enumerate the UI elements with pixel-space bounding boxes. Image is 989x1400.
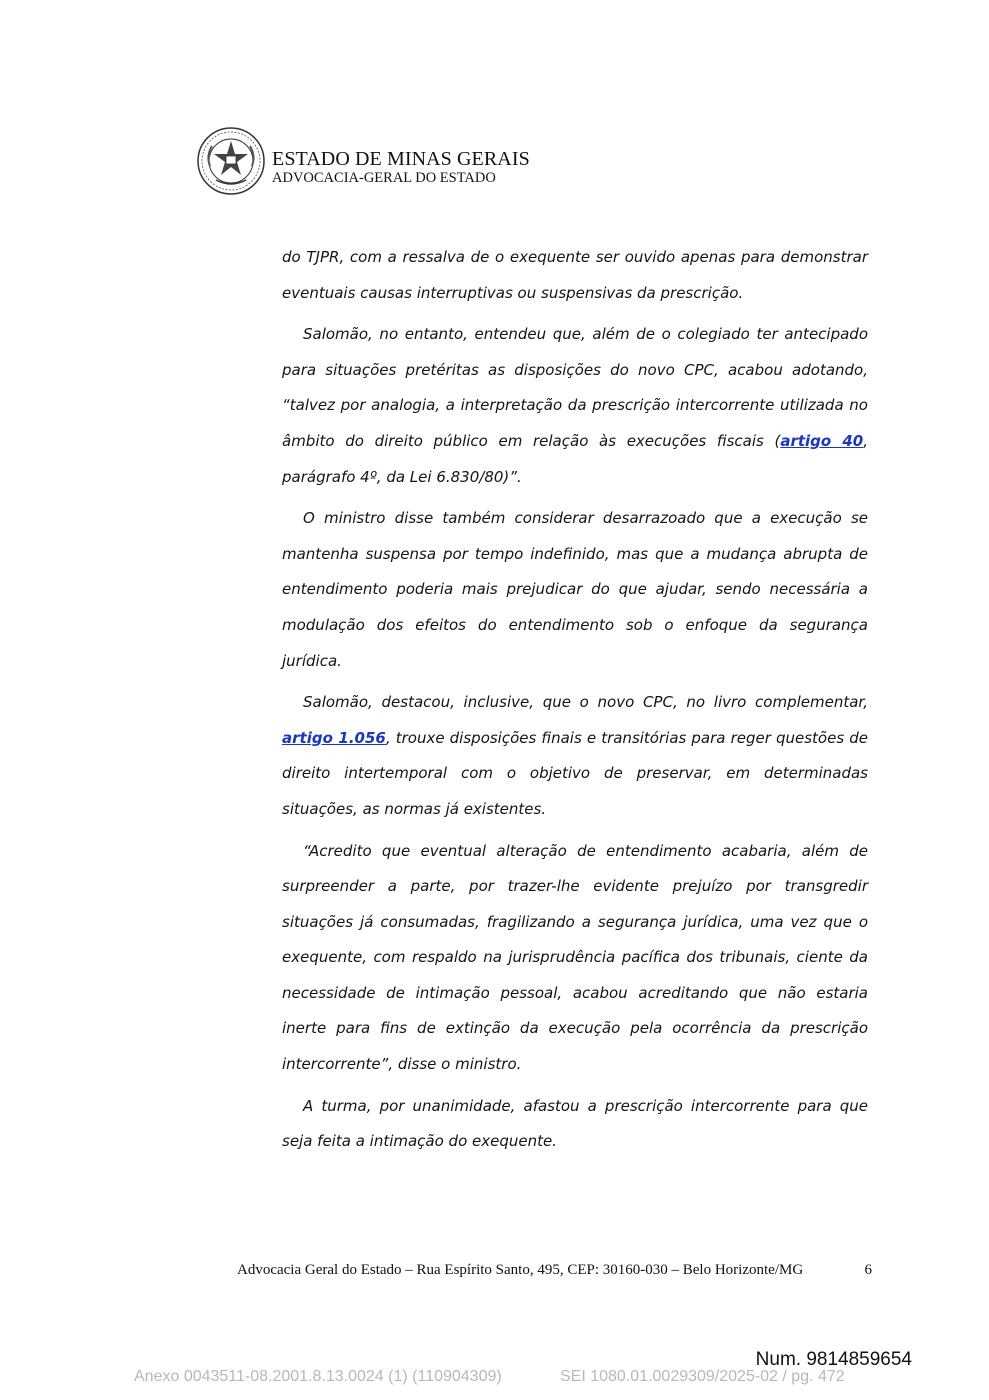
page-footer: [237, 1262, 872, 1279]
paragraph-6: A turma, por unanimidade, afastou a prescrição intercorrente para que seja feita a intimação do exequente.: [282, 1096, 868, 1151]
paragraph-3: O ministro disse também considerar desarrazoado que a execução se mantenha suspensa por tempo indefinido, mas que a mudança abrupta de entendimento poderia mais prejudicar do que ajudar, sendo necessária a modulação dos efeitos do entendimento sob o enfoque da segurança jurídica.: [282, 509, 868, 670]
sei-stamp: SEI 1080.01.0029309/2025-02 / pg. 472: [560, 1368, 845, 1385]
artigo-1056-link[interactable]: artigo 1.056: [282, 728, 386, 747]
paragraph-4: [282, 685, 868, 827]
document-number-stamp: Num. 9814859654: [755, 1349, 912, 1370]
agency-name: ADVOCACIA-GERAL DO ESTADO: [272, 170, 496, 186]
paragraph-1: do TJPR, com a ressalva de o exequente ser ouvido apenas para demonstrar eventuais causas interruptivas ou suspensivas da prescrição.: [282, 248, 868, 302]
document-body: [282, 240, 868, 1166]
state-name: ESTADO DE MINAS GERAIS: [272, 148, 530, 170]
paragraph-2-text-end: , parágrafo 4º, da Lei 6.830/80)”.: [282, 431, 868, 486]
paragraph-2: [282, 317, 868, 495]
annex-stamp: Anexo 0043511-08.2001.8.13.0024 (1) (110904309): [134, 1368, 502, 1385]
letterhead: [196, 126, 556, 198]
paragraph-5: “Acredito que eventual alteração de entendimento acabaria, além de surpreender a parte, por trazer-lhe evidente prejuízo por transgredir situações já consumadas, fragilizando a segurança jurídica, uma vez que o exequente, com respaldo na jurisprudência pacífica dos tribunais, ciente da necessidade de intimação pessoal, acabou acreditando que não estaria inerte para fins de extinção da execução pela ocorrência da prescrição intercorrente”, disse o ministro.: [282, 841, 868, 1074]
footer-address: Advocacia Geral do Estado – Rua Espírito Santo, 495, CEP: 30160-030 – Belo Horizonte/MG: [237, 1262, 804, 1278]
coat-of-arms-seal: [196, 126, 266, 196]
artigo-40-link[interactable]: artigo 40: [780, 431, 864, 450]
paragraph-2-text-start: Salomão, no entanto, entendeu que, além de o colegiado ter antecipado para situações pretéritas as disposições do novo CPC, acabou adotando, “talvez por analogia, a interpretação da prescrição intercorrente utilizada no âmbito do direito público em relação às execuções fiscais (: [282, 325, 868, 450]
letterhead-text: [272, 148, 530, 187]
paragraph-4-text-end: , trouxe disposições finais e transitórias para reger questões de direito intertemporal com o objetivo de preservar, em determinadas situações, as normas já existentes.: [282, 728, 868, 818]
page-number: 6: [864, 1262, 872, 1278]
paragraph-4-text-start: Salomão, destacou, inclusive, que o novo CPC, no livro complementar,: [303, 693, 868, 712]
